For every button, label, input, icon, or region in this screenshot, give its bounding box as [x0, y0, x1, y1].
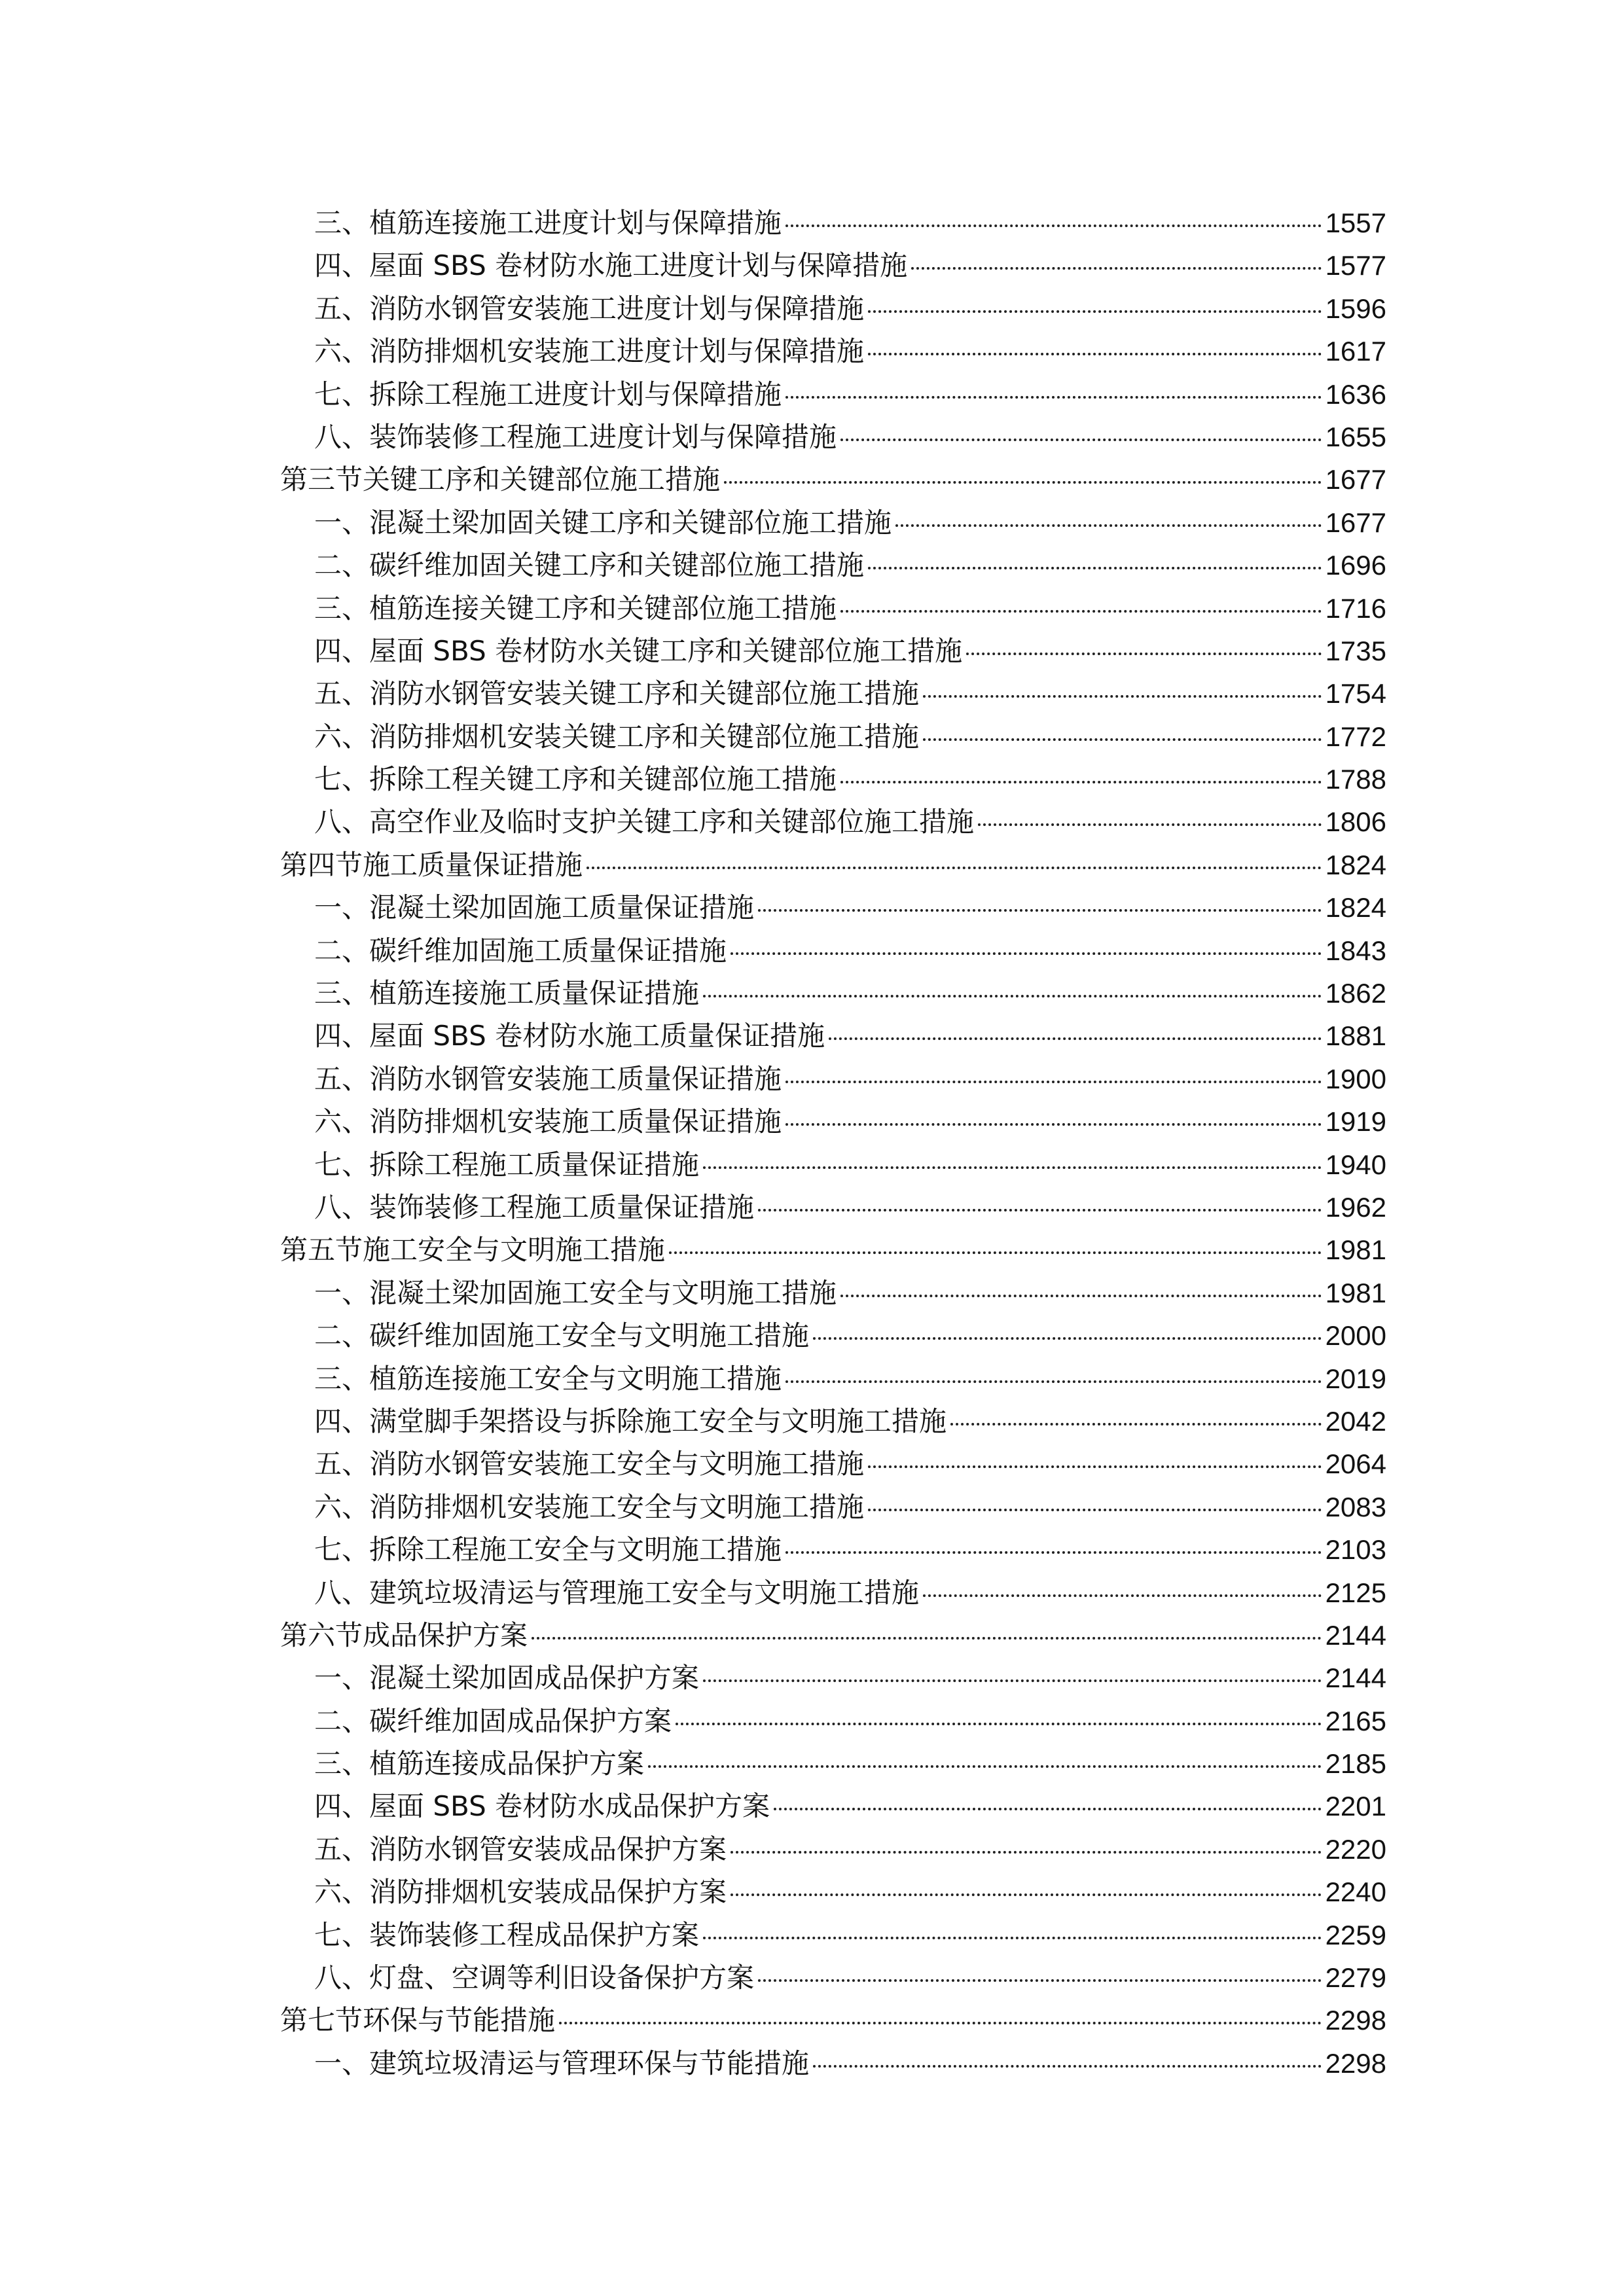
toc-entry-title: 二、碳纤维加固成品保护方案: [314, 1704, 672, 1737]
toc-entry-page-number: 2125: [1325, 1577, 1386, 1608]
toc-subsection-entry[interactable]: [280, 202, 1386, 244]
toc-entry-page-number: 1881: [1325, 1020, 1386, 1052]
toc-entry-page-number: 2019: [1325, 1363, 1386, 1394]
dot-leader: [703, 1166, 1322, 1169]
toc-entry-page-number: 1696: [1325, 550, 1386, 581]
dot-leader: [731, 1851, 1322, 1854]
toc-entry-page-number: 1824: [1325, 892, 1386, 924]
toc-entry-title: 第四节施工质量保证措施: [280, 848, 583, 881]
toc-subsection-entry[interactable]: [280, 1272, 1386, 1314]
dot-leader: [731, 952, 1322, 955]
toc-subsection-entry[interactable]: [280, 715, 1386, 758]
toc-entry-title: 三、植筋连接施工安全与文明施工措施: [314, 1362, 782, 1395]
toc-subsection-entry[interactable]: [280, 544, 1386, 586]
toc-subsection-entry[interactable]: [280, 1357, 1386, 1400]
toc-entry-title: 七、拆除工程关键工序和关键部位施工措施: [314, 763, 837, 796]
toc-entry-page-number: 2103: [1325, 1534, 1386, 1566]
toc-entry-title: 一、混凝土梁加固施工质量保证措施: [314, 891, 755, 924]
dot-leader: [923, 738, 1322, 741]
toc-subsection-entry[interactable]: [280, 1871, 1386, 1913]
toc-subsection-entry[interactable]: [280, 886, 1386, 929]
toc-subsection-entry[interactable]: [280, 1700, 1386, 1742]
toc-entry-title: 四、屋面 SBS 卷材防水施工质量保证措施: [314, 1020, 825, 1052]
toc-entry-page-number: 1735: [1325, 635, 1386, 666]
toc-subsection-entry[interactable]: [280, 1785, 1386, 1827]
dot-leader: [868, 1509, 1322, 1511]
toc-subsection-entry[interactable]: [280, 929, 1386, 972]
dot-leader: [868, 310, 1322, 313]
toc-entry-title: 六、消防排烟机安装施工安全与文明施工措施: [314, 1490, 865, 1523]
toc-entry-title: 八、装饰装修工程施工质量保证措施: [314, 1191, 755, 1223]
toc-entry-title: 三、植筋连接施工进度计划与保障措施: [314, 207, 782, 239]
toc-entry-page-number: 1962: [1325, 1191, 1386, 1223]
toc-subsection-entry[interactable]: [280, 2042, 1386, 2085]
dot-leader: [895, 524, 1322, 527]
toc-entry-page-number: 1824: [1325, 849, 1386, 880]
toc-subsection-entry[interactable]: [280, 758, 1386, 800]
dot-leader: [868, 567, 1322, 569]
toc-entry-title: 五、消防水钢管安装关键工序和关键部位施工措施: [314, 677, 920, 710]
toc-subsection-entry[interactable]: [280, 1956, 1386, 1999]
dot-leader: [774, 1808, 1321, 1810]
toc-entry-title: 六、消防排烟机安装关键工序和关键部位施工措施: [314, 720, 920, 753]
toc-subsection-entry[interactable]: [280, 587, 1386, 630]
toc-entry-title: 第五节施工安全与文明施工措施: [280, 1234, 666, 1266]
toc-entry-page-number: 2083: [1325, 1491, 1386, 1522]
dot-leader: [703, 1937, 1322, 1939]
toc-entry-title: 一、混凝土梁加固关键工序和关键部位施工措施: [314, 506, 892, 539]
toc-entry-page-number: 1806: [1325, 806, 1386, 838]
toc-entry-page-number: 1788: [1325, 764, 1386, 795]
toc-entry-page-number: 2042: [1325, 1405, 1386, 1437]
toc-entry-title: 八、灯盘、空调等利旧设备保护方案: [314, 1962, 755, 1994]
toc-section-entry[interactable]: [280, 1229, 1386, 1271]
dot-leader: [978, 823, 1322, 826]
toc-entry-title: 一、建筑垃圾清运与管理环保与节能措施: [314, 2047, 810, 2079]
toc-subsection-entry[interactable]: [280, 1100, 1386, 1143]
toc-subsection-entry[interactable]: [280, 1058, 1386, 1100]
toc-subsection-entry[interactable]: [280, 1143, 1386, 1186]
toc-subsection-entry[interactable]: [280, 672, 1386, 715]
toc-entry-page-number: 1716: [1325, 592, 1386, 624]
toc-entry-title: 一、混凝土梁加固施工安全与文明施工措施: [314, 1276, 837, 1309]
toc-entry-page-number: 1754: [1325, 678, 1386, 709]
dot-leader: [923, 695, 1322, 698]
toc-entry-page-number: 1981: [1325, 1234, 1386, 1266]
toc-entry-title: 六、消防排烟机安装施工进度计划与保障措施: [314, 335, 865, 368]
toc-entry-title: 七、拆除工程施工安全与文明施工措施: [314, 1534, 782, 1566]
toc-entry-page-number: 2144: [1325, 1619, 1386, 1651]
toc-entry-title: 四、屋面 SBS 卷材防水施工进度计划与保障措施: [314, 249, 908, 282]
toc-entry-page-number: 1677: [1325, 464, 1386, 495]
toc-section-entry[interactable]: [280, 1614, 1386, 1657]
dot-leader: [829, 1037, 1321, 1040]
toc-subsection-entry[interactable]: [280, 972, 1386, 1014]
dot-leader: [923, 1594, 1322, 1597]
dot-leader: [950, 1423, 1322, 1426]
dot-leader: [785, 1081, 1322, 1083]
toc-entry-page-number: 2000: [1325, 1320, 1386, 1352]
toc-subsection-entry[interactable]: [280, 244, 1386, 287]
toc-entry-page-number: 1862: [1325, 978, 1386, 1009]
toc-entry-title: 七、拆除工程施工进度计划与保障措施: [314, 378, 782, 410]
toc-subsection-entry[interactable]: [280, 373, 1386, 416]
toc-entry-title: 五、消防水钢管安装施工安全与文明施工措施: [314, 1448, 865, 1480]
dot-leader: [840, 781, 1322, 783]
toc-entry-page-number: 1655: [1325, 421, 1386, 452]
dot-leader: [648, 1765, 1322, 1768]
toc-entry-title: 五、消防水钢管安装施工进度计划与保障措施: [314, 292, 865, 325]
dot-leader: [966, 653, 1321, 655]
toc-entry-title: 八、装饰装修工程施工进度计划与保障措施: [314, 420, 837, 453]
dot-leader: [840, 1295, 1322, 1297]
toc-entry-page-number: 1940: [1325, 1149, 1386, 1180]
toc-entry-page-number: 1636: [1325, 378, 1386, 410]
toc-subsection-entry[interactable]: [280, 1528, 1386, 1571]
toc-subsection-entry[interactable]: [280, 1571, 1386, 1614]
toc-subsection-entry[interactable]: [280, 1443, 1386, 1485]
dot-leader: [813, 1337, 1322, 1340]
toc-entry-page-number: 2298: [1325, 2005, 1386, 2036]
dot-leader: [840, 610, 1322, 613]
toc-entry-title: 五、消防水钢管安装成品保护方案: [314, 1833, 727, 1865]
dot-leader: [868, 353, 1322, 355]
toc-subsection-entry[interactable]: [280, 501, 1386, 544]
dot-leader: [785, 1380, 1322, 1383]
toc-entry-title: 四、屋面 SBS 卷材防水关键工序和关键部位施工措施: [314, 634, 963, 667]
dot-leader: [586, 867, 1322, 869]
toc-entry-title: 八、建筑垃圾清运与管理施工安全与文明施工措施: [314, 1576, 920, 1609]
toc-subsection-entry[interactable]: [280, 416, 1386, 458]
toc-entry-page-number: 2185: [1325, 1748, 1386, 1780]
toc-subsection-entry[interactable]: [280, 1742, 1386, 1785]
toc-entry-title: 第三节关键工序和关键部位施工措施: [280, 463, 721, 496]
toc-subsection-entry[interactable]: [280, 630, 1386, 672]
toc-entry-page-number: 1677: [1325, 507, 1386, 538]
toc-entry-page-number: 2144: [1325, 1662, 1386, 1694]
dot-leader: [703, 1679, 1322, 1682]
toc-entry-page-number: 2165: [1325, 1705, 1386, 1736]
toc-subsection-entry[interactable]: [280, 287, 1386, 330]
toc-entry-title: 七、装饰装修工程成品保护方案: [314, 1918, 700, 1951]
dot-leader: [676, 1723, 1322, 1725]
toc-entry-title: 七、拆除工程施工质量保证措施: [314, 1148, 700, 1181]
toc-entry-page-number: 1577: [1325, 250, 1386, 281]
toc-subsection-entry[interactable]: [280, 1400, 1386, 1443]
dot-leader: [785, 1123, 1322, 1126]
toc-entry-page-number: 2259: [1325, 1919, 1386, 1950]
toc-section-entry[interactable]: [280, 1999, 1386, 2041]
dot-leader: [785, 224, 1322, 227]
dot-leader: [758, 1209, 1322, 1211]
toc-subsection-entry[interactable]: [280, 1314, 1386, 1357]
toc-entry-page-number: 1772: [1325, 721, 1386, 752]
toc-entry-page-number: 2240: [1325, 1876, 1386, 1908]
toc-entry-title: 第七节环保与节能措施: [280, 2004, 556, 2037]
table-of-contents: [280, 202, 1386, 2085]
toc-entry-page-number: 1900: [1325, 1063, 1386, 1094]
toc-entry-title: 八、高空作业及临时支护关键工序和关键部位施工措施: [314, 806, 975, 838]
toc-subsection-entry[interactable]: [280, 800, 1386, 843]
dot-leader: [724, 481, 1322, 484]
dot-leader: [669, 1251, 1322, 1254]
toc-subsection-entry[interactable]: [280, 1657, 1386, 1699]
toc-entry-title: 三、植筋连接关键工序和关键部位施工措施: [314, 592, 837, 624]
dot-leader: [758, 1979, 1322, 1982]
toc-section-entry[interactable]: [280, 458, 1386, 501]
toc-subsection-entry[interactable]: [280, 1914, 1386, 1956]
dot-leader: [911, 267, 1321, 270]
dot-leader: [868, 1465, 1322, 1468]
toc-entry-page-number: 1557: [1325, 207, 1386, 238]
dot-leader: [813, 2065, 1322, 2068]
toc-subsection-entry[interactable]: [280, 1828, 1386, 1871]
toc-entry-title: 第六节成品保护方案: [280, 1619, 528, 1651]
toc-entry-title: 一、混凝土梁加固成品保护方案: [314, 1662, 700, 1695]
toc-subsection-entry[interactable]: [280, 330, 1386, 372]
dot-leader: [840, 439, 1322, 441]
dot-leader: [703, 995, 1322, 997]
dot-leader: [785, 396, 1322, 399]
toc-entry-title: 二、碳纤维加固关键工序和关键部位施工措施: [314, 549, 865, 582]
toc-entry-title: 六、消防排烟机安装施工质量保证措施: [314, 1105, 782, 1138]
toc-entry-page-number: 2279: [1325, 1962, 1386, 1994]
dot-leader: [559, 2022, 1322, 2024]
dot-leader: [785, 1551, 1322, 1554]
toc-entry-page-number: 1919: [1325, 1106, 1386, 1138]
toc-entry-page-number: 1596: [1325, 293, 1386, 324]
toc-entry-page-number: 2201: [1325, 1791, 1386, 1822]
toc-subsection-entry[interactable]: [280, 1186, 1386, 1229]
toc-entry-page-number: 1843: [1325, 935, 1386, 966]
toc-entry-page-number: 2064: [1325, 1448, 1386, 1480]
toc-entry-page-number: 2298: [1325, 2047, 1386, 2079]
toc-entry-page-number: 1617: [1325, 336, 1386, 367]
toc-entry-title: 四、屋面 SBS 卷材防水成品保护方案: [314, 1790, 770, 1823]
toc-entry-title: 二、碳纤维加固施工质量保证措施: [314, 934, 727, 967]
toc-entry-page-number: 1981: [1325, 1277, 1386, 1308]
toc-entry-title: 三、植筋连接施工质量保证措施: [314, 977, 700, 1010]
toc-entry-title: 四、满堂脚手架搭设与拆除施工安全与文明施工措施: [314, 1405, 947, 1437]
toc-entry-title: 三、植筋连接成品保护方案: [314, 1748, 645, 1780]
dot-leader: [532, 1637, 1322, 1640]
toc-entry-title: 五、消防水钢管安装施工质量保证措施: [314, 1062, 782, 1095]
toc-entry-title: 六、消防排烟机安装成品保护方案: [314, 1876, 727, 1909]
dot-leader: [758, 909, 1322, 912]
toc-section-entry[interactable]: [280, 844, 1386, 886]
toc-entry-page-number: 2220: [1325, 1833, 1386, 1865]
toc-subsection-entry[interactable]: [280, 1486, 1386, 1528]
toc-entry-title: 二、碳纤维加固施工安全与文明施工措施: [314, 1319, 810, 1352]
toc-subsection-entry[interactable]: [280, 1014, 1386, 1057]
dot-leader: [731, 1893, 1322, 1896]
